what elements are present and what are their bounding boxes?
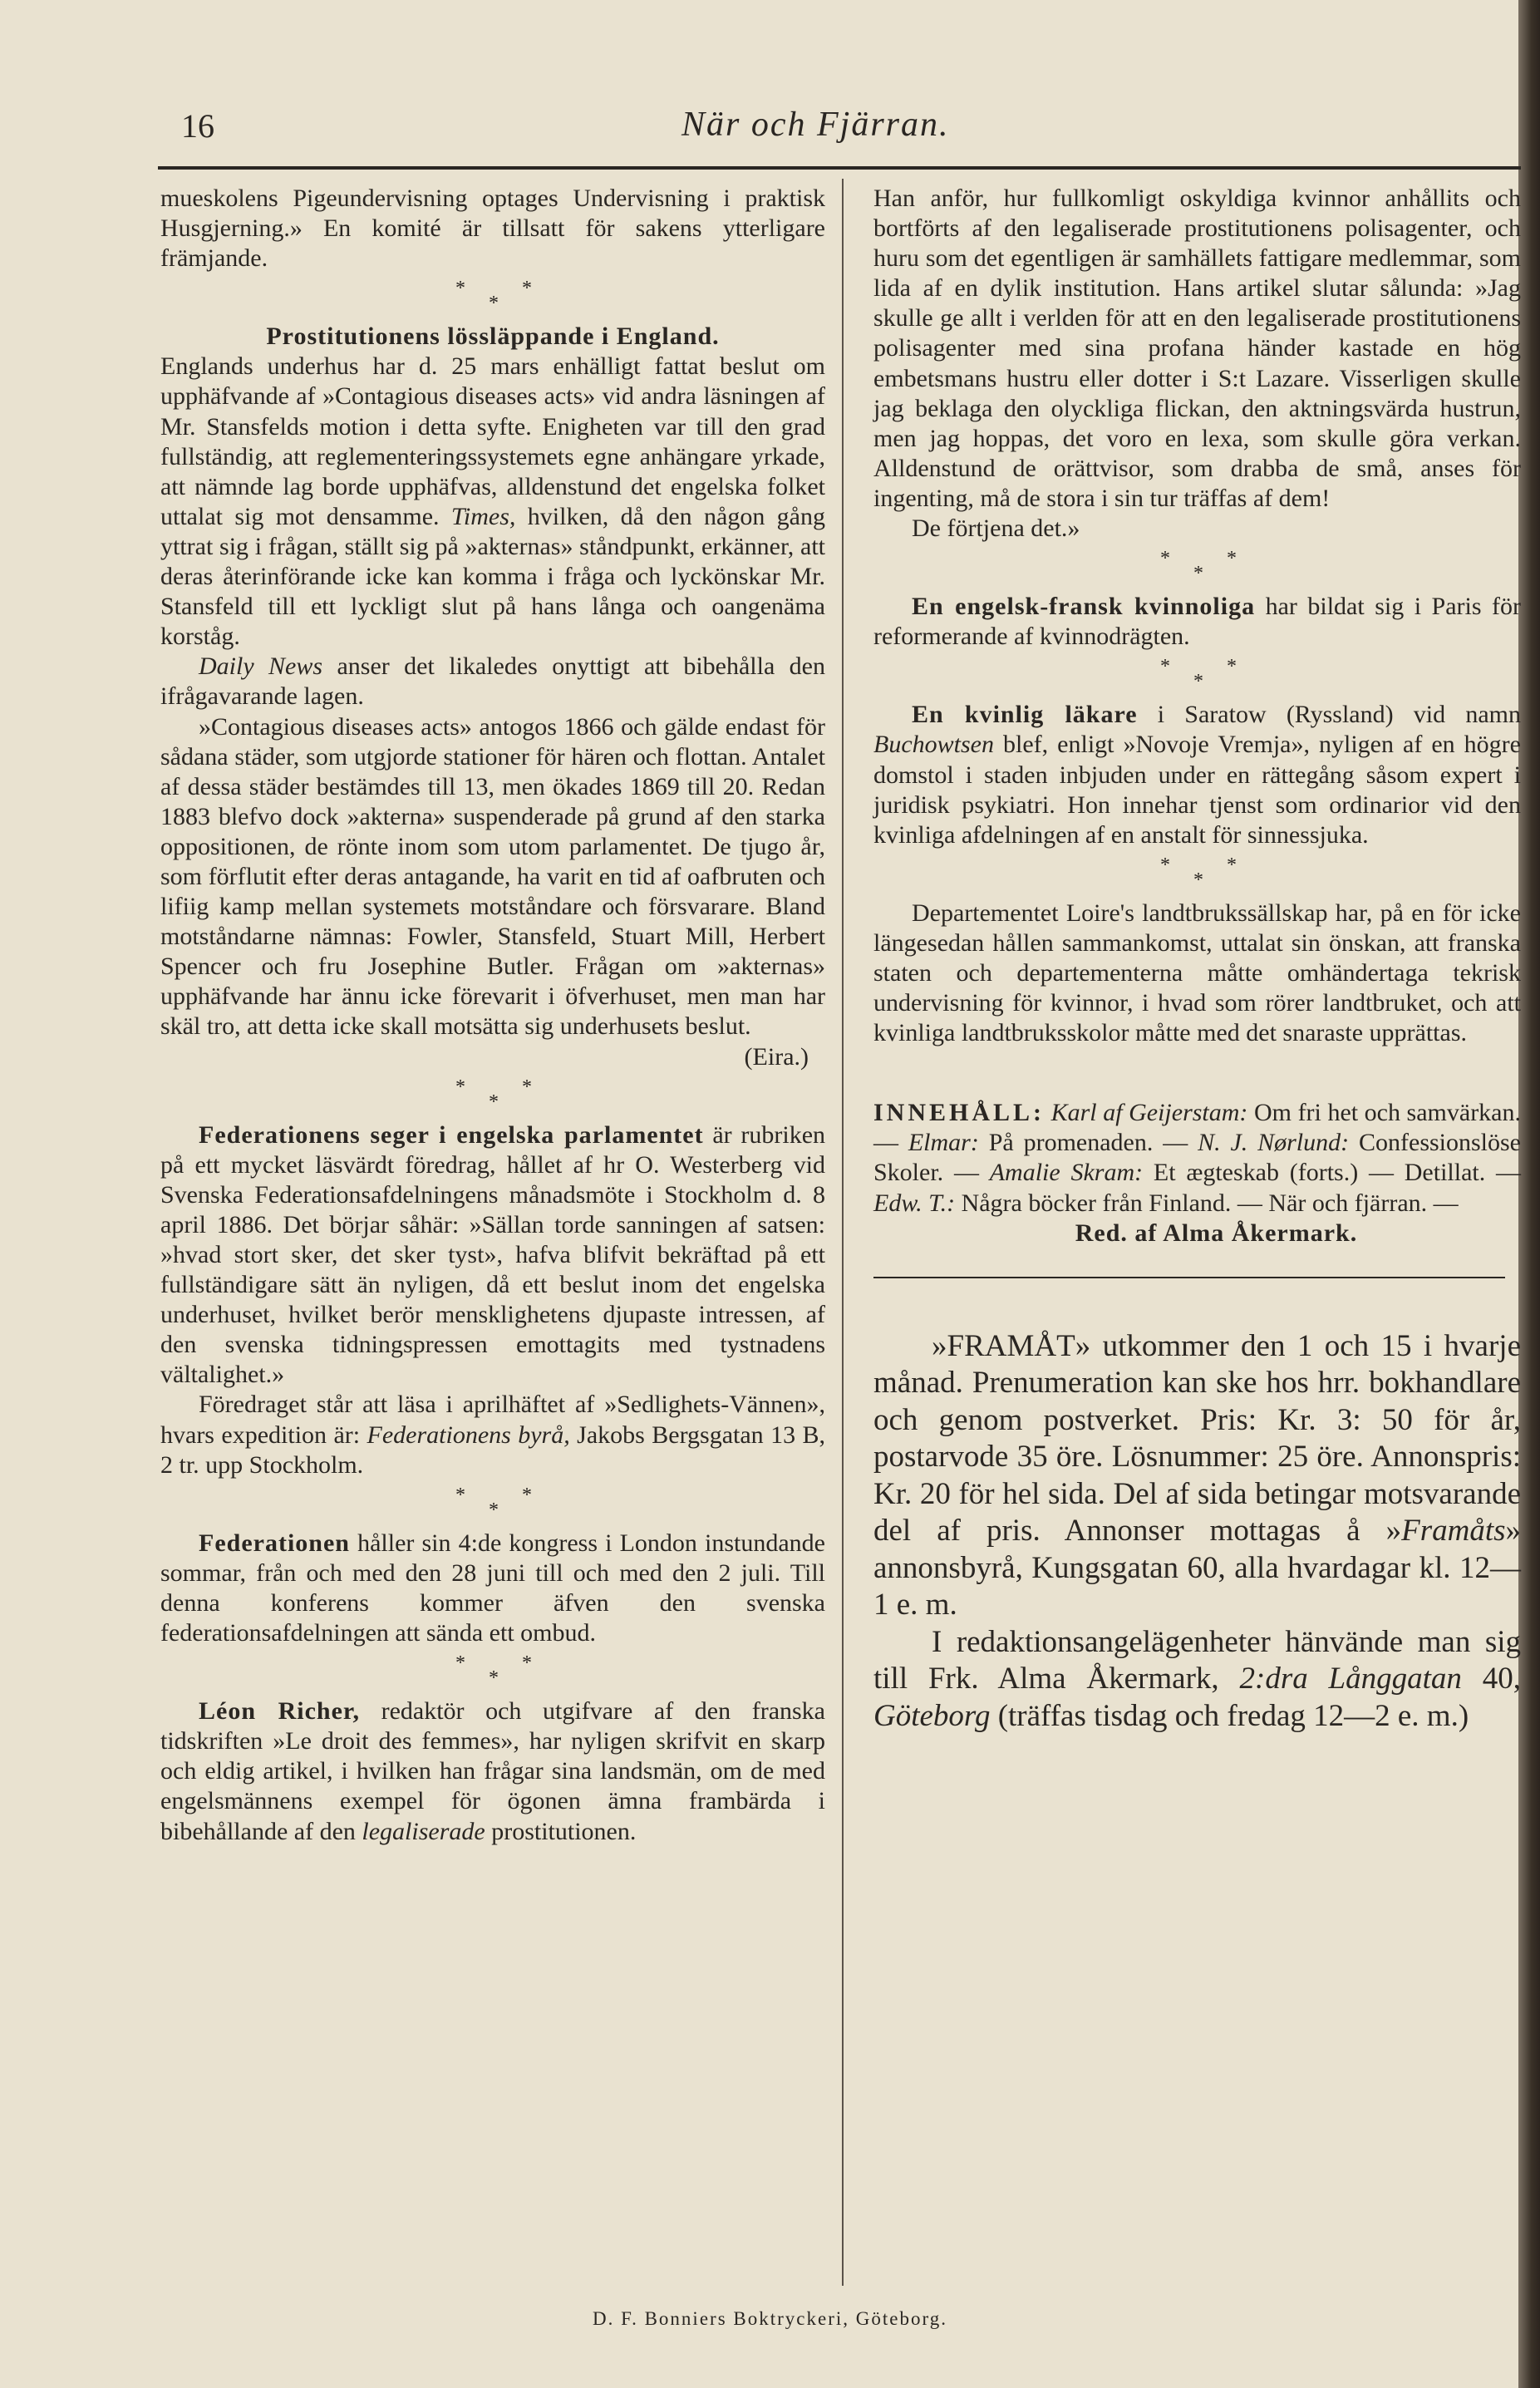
star: * (522, 278, 532, 300)
article-heading: En engelsk-fransk kvinnoliga (912, 593, 1256, 621)
article-heading: Léon Richer, (199, 1697, 360, 1726)
star: * (455, 1652, 465, 1675)
text-run: redaktör och utgifvare af den franska tidskriften »Le droit des femmes», har nyligen skrifvit en skarp och eldig artikel, i hvilken han frågar sina landsmän, om de med engelsmännens exempel för ögonen ämna frambärda i bibehållande af den (160, 1697, 825, 1845)
printer-imprint: D. F. Bonniers Boktryckeri, Göteborg. (593, 2308, 947, 2329)
star: * (1227, 656, 1237, 678)
star: * (522, 1652, 532, 1675)
text-run: »FRAMÅT» utkommer den 1 och 15 i hvarje månad. Prenumeration kan ske hos hrr. bokhandlare och genom postverket. Pris: Kr. 3: 50 för år, postarvode 35 öre. Lösnummer: 25 öre. Annonspris: Kr. 20 för hel sida. Del af sida betingar motsvarande del af pris. Annonser mottagas å » (873, 1328, 1521, 1549)
article-heading: Prostitutionens lössläppande i England. (266, 323, 720, 351)
notice-paragraph (873, 1328, 1521, 1624)
text-run: anser det likaledes onyttigt att bibehålla den ifrågavarande lagen. (160, 652, 825, 711)
toc-title: På promenaden. — (978, 1129, 1198, 1157)
text-run-italic: 2:dra Långgatan (1239, 1662, 1462, 1696)
article-paragraph (160, 1529, 825, 1648)
spacer (873, 1048, 1521, 1098)
article-paragraph (160, 1696, 825, 1846)
star: * (489, 1667, 499, 1690)
star: * (1227, 854, 1237, 876)
text-run: hvilken, då den någon gång yttrat sig i frågan, ställt sig på »akternas» ståndpunkt, erkänner, att deras återinförande icke kan komma i fråga och lyckönskar Mr. Stansfeld till ett lyckligt slut på hans långa och oangenäma korståg. (160, 502, 825, 651)
star: * (1160, 548, 1170, 570)
text-run: » annonsbyrå, Kungsgatan 60, alla hvardagar kl. 12—1 e. m. (873, 1514, 1521, 1622)
text-run: prostitutionen. (485, 1817, 637, 1845)
article-signature: (Eira.) (744, 1042, 809, 1071)
star: * (1227, 548, 1237, 570)
article-heading: Federationens seger i engelska parlamentet (199, 1120, 704, 1149)
editor-line: Red. af Alma Åkermark. (1075, 1219, 1358, 1247)
article-continuation: Han anför, hur fullkomligt oskyldiga kvinnor anhållits och bortförts af den legaliserade prostitutionens polisagenter, och huru som det egentligen är samhällets fattigare medlemmar, som lida af en dylik institution. Hans artikel slutar sålunda: »Jag skulle ge allt i verlden för att en den legaliserade prostitutionens polisagenter med sina profana händer kastade en hög embetsmans hustru eller dotter i S:t Lazare. Visserligen skulle jag beklaga den olyckliga flickan, den aktningsvärda hustrun, men jag hoppas, det voro en lexa, som skulle göra verkan. Alldenstund de orättvisor, som drabba de små, anses för ingenting, må de stora i sin tur träffas af dem! (873, 185, 1521, 512)
star: * (455, 278, 465, 300)
intro-paragraph: mueskolens Pigeundervisning optages Undervisning i praktisk Husgjerning.» En komité är tillsatt för sakens ytterligare främjande. (160, 185, 825, 273)
text-run: är rubriken på ett mycket läsvärdt föredrag, hållet af hr O. Westerberg vid Svenska Federationsafdelningens månadsmöte i Stockholm d. 8 april 1886. Det börjar såhär: »Sällan torde sanningen af satsen: »hvad stort sker, det sker tyst», hafva blifvit bekräftad på ett fullständigare sätt än nyligen, då ett beslut inom det engelska underhuset, hvilket berör mensklighetens djupaste intressen, af den svenska tidningspressen emottagits med tystnadens vältalighet.» (160, 1120, 826, 1389)
text-run: har bildat sig i Paris för reformerande af kvinnodrägten. (873, 593, 1521, 651)
column-divider (842, 179, 844, 2286)
section-stars (160, 1652, 825, 1693)
toc-author: N. J. Nørlund: (1198, 1129, 1350, 1157)
article-paragraph (160, 1390, 825, 1480)
article-paragraph (873, 700, 1521, 849)
text-run: i Saratow (Ryssland) vid namn (1137, 701, 1521, 729)
toc-author: Amalie Skram: (989, 1159, 1144, 1187)
left-column (160, 184, 825, 1847)
section-stars (873, 854, 1521, 895)
table-of-contents (873, 1098, 1521, 1218)
page-number: 16 (181, 107, 214, 145)
article-heading: Federationen (199, 1529, 350, 1557)
toc-author: Edw. T.: (873, 1189, 956, 1217)
text-run: blef, enligt »Novoje Vremja», nyligen af en högre domstol i staden inbjuden under en rättegång såsom expert i juridisk psykiatri. Hon innehar tjenst som ordinarior vid den kvinliga afdelningen af en anstalt för sinnessjuka. (873, 731, 1521, 849)
article-paragraph: De förtjena det.» (912, 515, 1080, 543)
section-stars (873, 547, 1521, 588)
article-paragraph (160, 652, 825, 711)
article-paragraph: »Contagious diseases acts» antogos 1866 och gälde endast för sådana städer, som utgjorde stationer för hären och flottan. Antalet af dessa städer bestämdes till 13, men ökades 1869 till 20. Redan 1883 blefvo dock »akterna» suspenderade på grund af den starka oppositionen, de rönte inom som utom parlamentet. De tjugo år, som förflutit efter deras antagande, ha varit en tid af oafbruten och lifiig kamp mellan systemets motståndare och försvarare. Bland motståndarne nämnas: Fowler, Stansfeld, Stuart Mill, Herbert Spencer och fru Josephine Butler. Frågan om »akternas» upphäfvande har ännu icke förevarit i öfverhuset, men man har skäl tro, att detta icke skall motsätta sig underhusets beslut. (160, 712, 825, 1041)
star: * (1193, 563, 1203, 585)
star: * (1193, 671, 1203, 693)
toc-author: Karl af Geijerstam: (1050, 1099, 1248, 1127)
toc-label: INNEHÅLL: (873, 1099, 1046, 1127)
article-paragraph: Departementet Loire's landtbrukssällskap har, på en för icke längesedan hållen sammankomst, uttalat sin önskan, att franska staten och departementerna måtte omhändertaga tekrisk undervisning för kvinnor, i hvad som rörer landtbruket, och att kvinliga landtbruksskolor måtte med det snaraste upprättas. (873, 899, 1521, 1047)
section-stars (160, 277, 825, 318)
text-run: Föredraget står att läsa i aprilhäftet af »Sedlighets-Vännen», hvars expedition är: (160, 1391, 825, 1449)
section-stars (873, 655, 1521, 697)
header-rule (158, 166, 1521, 170)
page-edge-shadow (1518, 0, 1540, 2388)
text-run-italic: Buchowtsen (873, 731, 994, 759)
text-run: Jakobs Bergsgatan 13 B, 2 tr. upp Stockholm. (160, 1420, 826, 1479)
star: * (489, 293, 499, 315)
star: * (1193, 869, 1203, 891)
notice-paragraph (873, 1624, 1521, 1736)
text-run: I redaktionsangelägenheter hänvände man sig till Frk. Alma Åkermark, (873, 1624, 1521, 1696)
toc-title: Om fri het och samvärkan. — (873, 1099, 1522, 1157)
toc-author: Elmar: (908, 1129, 979, 1157)
star: * (522, 1484, 532, 1506)
subscription-notice (873, 1328, 1521, 1736)
star: * (455, 1484, 465, 1506)
toc-title: Confessionslöse Skoler. — (873, 1129, 1521, 1187)
toc-title: Et ægteskab (forts.) — Detillat. — (1143, 1159, 1522, 1187)
toc-title: Några böcker från Finland. — När och fjärran. — (955, 1189, 1459, 1217)
running-title: När och Fjärran. (681, 106, 950, 144)
text-run-italic: Framåts (1401, 1514, 1506, 1549)
star: * (522, 1076, 532, 1098)
text-run-italic: Times, (450, 502, 516, 530)
star: * (455, 1076, 465, 1098)
star: * (1160, 656, 1170, 678)
text-run: (träffas tisdag och fredag 12—2 e. m.) (990, 1698, 1469, 1733)
article-paragraph (160, 1120, 825, 1391)
text-run: 40, (1461, 1662, 1522, 1696)
article-paragraph (873, 592, 1521, 652)
star: * (489, 1091, 499, 1113)
text-run-italic: Federationens byrå, (367, 1420, 570, 1449)
article-heading: En kvinlig läkare (912, 701, 1138, 729)
star: * (489, 1499, 499, 1521)
section-stars (160, 1484, 825, 1525)
text-run: håller sin 4:de kongress i London instundande sommar, från och med den 28 juni till och med den 2 juli. Till denna konferens kommer äfven den svenska federationsafdelningen att sända ett ombud. (160, 1529, 825, 1647)
text-run-italic: legaliserade (362, 1817, 485, 1845)
text-run-italic: Göteborg (873, 1698, 991, 1733)
section-rule (873, 1277, 1505, 1278)
text-run: Englands underhus har d. 25 mars enhälligt fattat beslut om upphäfvande af »Contagious diseases acts» vid andra läsningen af Mr. Stansfelds motion i detta syfte. Enigheten var till den grad fullständig, att reglementeringssystemets egne anhängare yrkade, att nämnde lag borde upphäfvas, alldenstund det engelska folket uttalat sig mot densamme. (160, 352, 825, 530)
section-stars (160, 1076, 825, 1117)
text-run-italic: Daily News (199, 652, 323, 681)
star: * (1160, 854, 1170, 876)
article-paragraph (160, 352, 825, 652)
right-column (873, 184, 1521, 1735)
